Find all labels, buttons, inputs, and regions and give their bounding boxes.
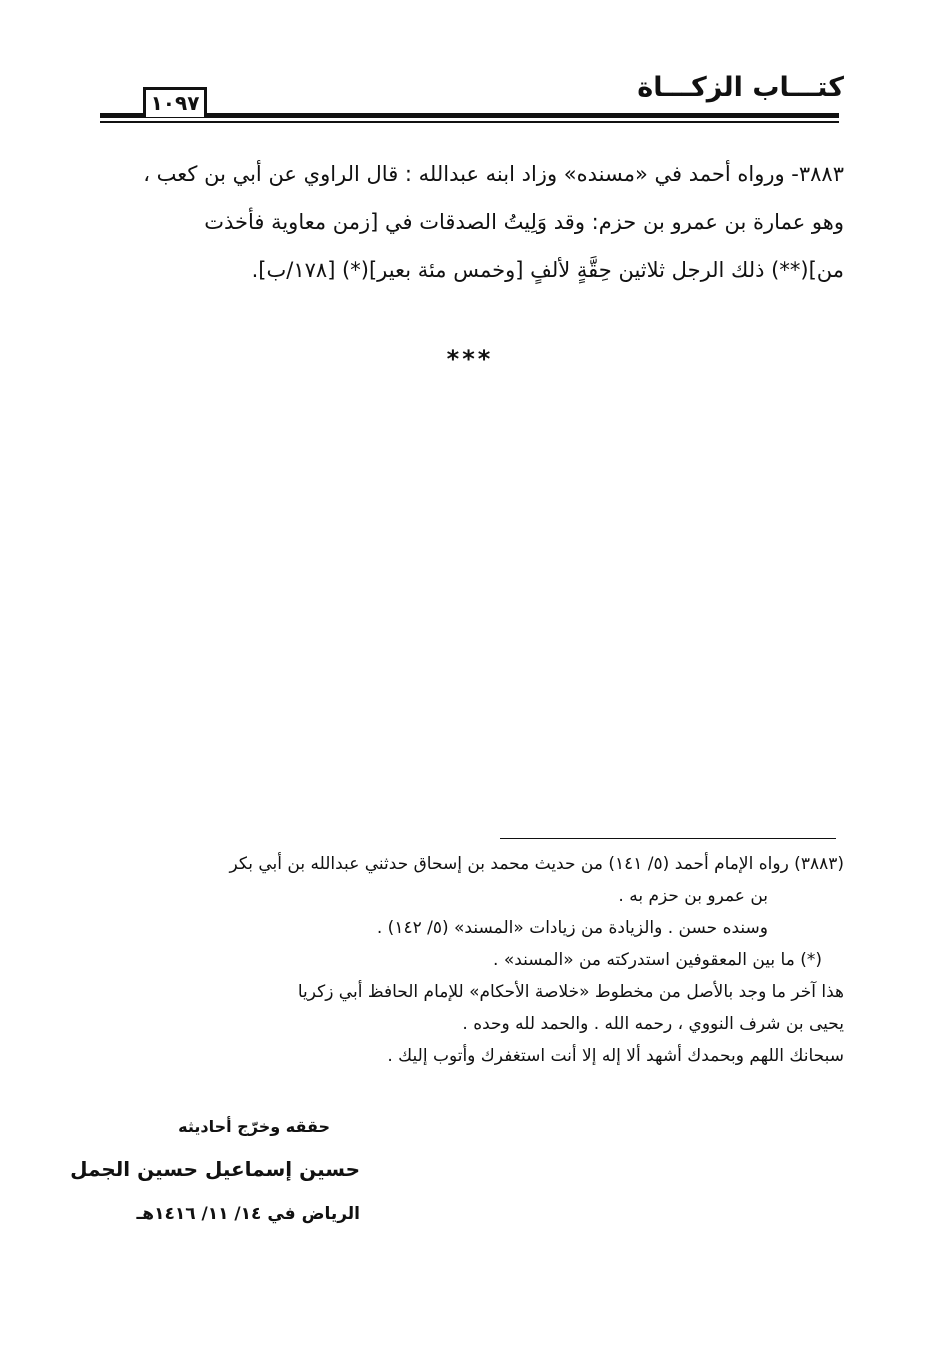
footnote-line: سبحانك اللهم وبحمدك أشهد ألا إله إلا أنت استغفرك وأتوب إليك . <box>387 1046 844 1066</box>
main-text-line: من](**) ذلك الرجل ثلاثين حِقَّةٍ لألفٍ [وخمس مئة بعير](*) [١٧٨/ب]. <box>251 258 844 282</box>
footnote-line: (٣٨٨٣) رواه الإمام أحمد (٥/ ١٤١) من حديث محمد بن إسحاق حدثني عبدالله بن أبي بكر <box>229 854 844 874</box>
footnote-line: يحيى بن شرف النووي ، رحمه الله . والحمد لله وحده . <box>462 1014 844 1034</box>
signature-block <box>70 1110 360 1234</box>
footnote-line: بن عمرو بن حزم به . <box>618 886 768 906</box>
signature-date: الرياض في ١٤/ ١١/ ١٤١٦هـ <box>136 1204 360 1224</box>
footnote-rule <box>500 838 836 839</box>
page-number: ١٠٩٧ <box>150 91 200 115</box>
page-number-box <box>143 87 207 117</box>
chapter-title: كتـــاب الزكـــاة <box>637 72 844 103</box>
footnotes <box>100 848 844 1072</box>
header-rule <box>100 113 839 118</box>
section-separator: *** <box>446 345 494 373</box>
footnote-line: وسنده حسن . والزيادة من زيادات «المسند» (٥/ ١٤٢) . <box>376 918 768 938</box>
main-text-line: ٣٨٨٣- ورواه أحمد في «مسنده» وزاد ابنه عبدالله : قال الراوي عن أبي بن كعب ، <box>143 162 844 186</box>
signature-intro: حققه وخرّج أحاديثه <box>178 1117 330 1136</box>
footnote-line: هذا آخر ما وجد بالأصل من مخطوط «خلاصة الأحكام» للإمام الحافظ أبي زكريا <box>297 982 844 1002</box>
header-rule-thin <box>100 121 839 123</box>
signature-name: حسين إسماعيل حسين الجمل <box>70 1157 360 1181</box>
main-text-line: وهو عمارة بن عمرو بن حزم: وقد وَلِيتُ الصدقات في [زمن معاوية فأخذت <box>204 210 844 234</box>
footnote-line: (*) ما بين المعقوفين استدركته من «المسند» . <box>493 950 822 970</box>
main-text <box>100 150 844 294</box>
